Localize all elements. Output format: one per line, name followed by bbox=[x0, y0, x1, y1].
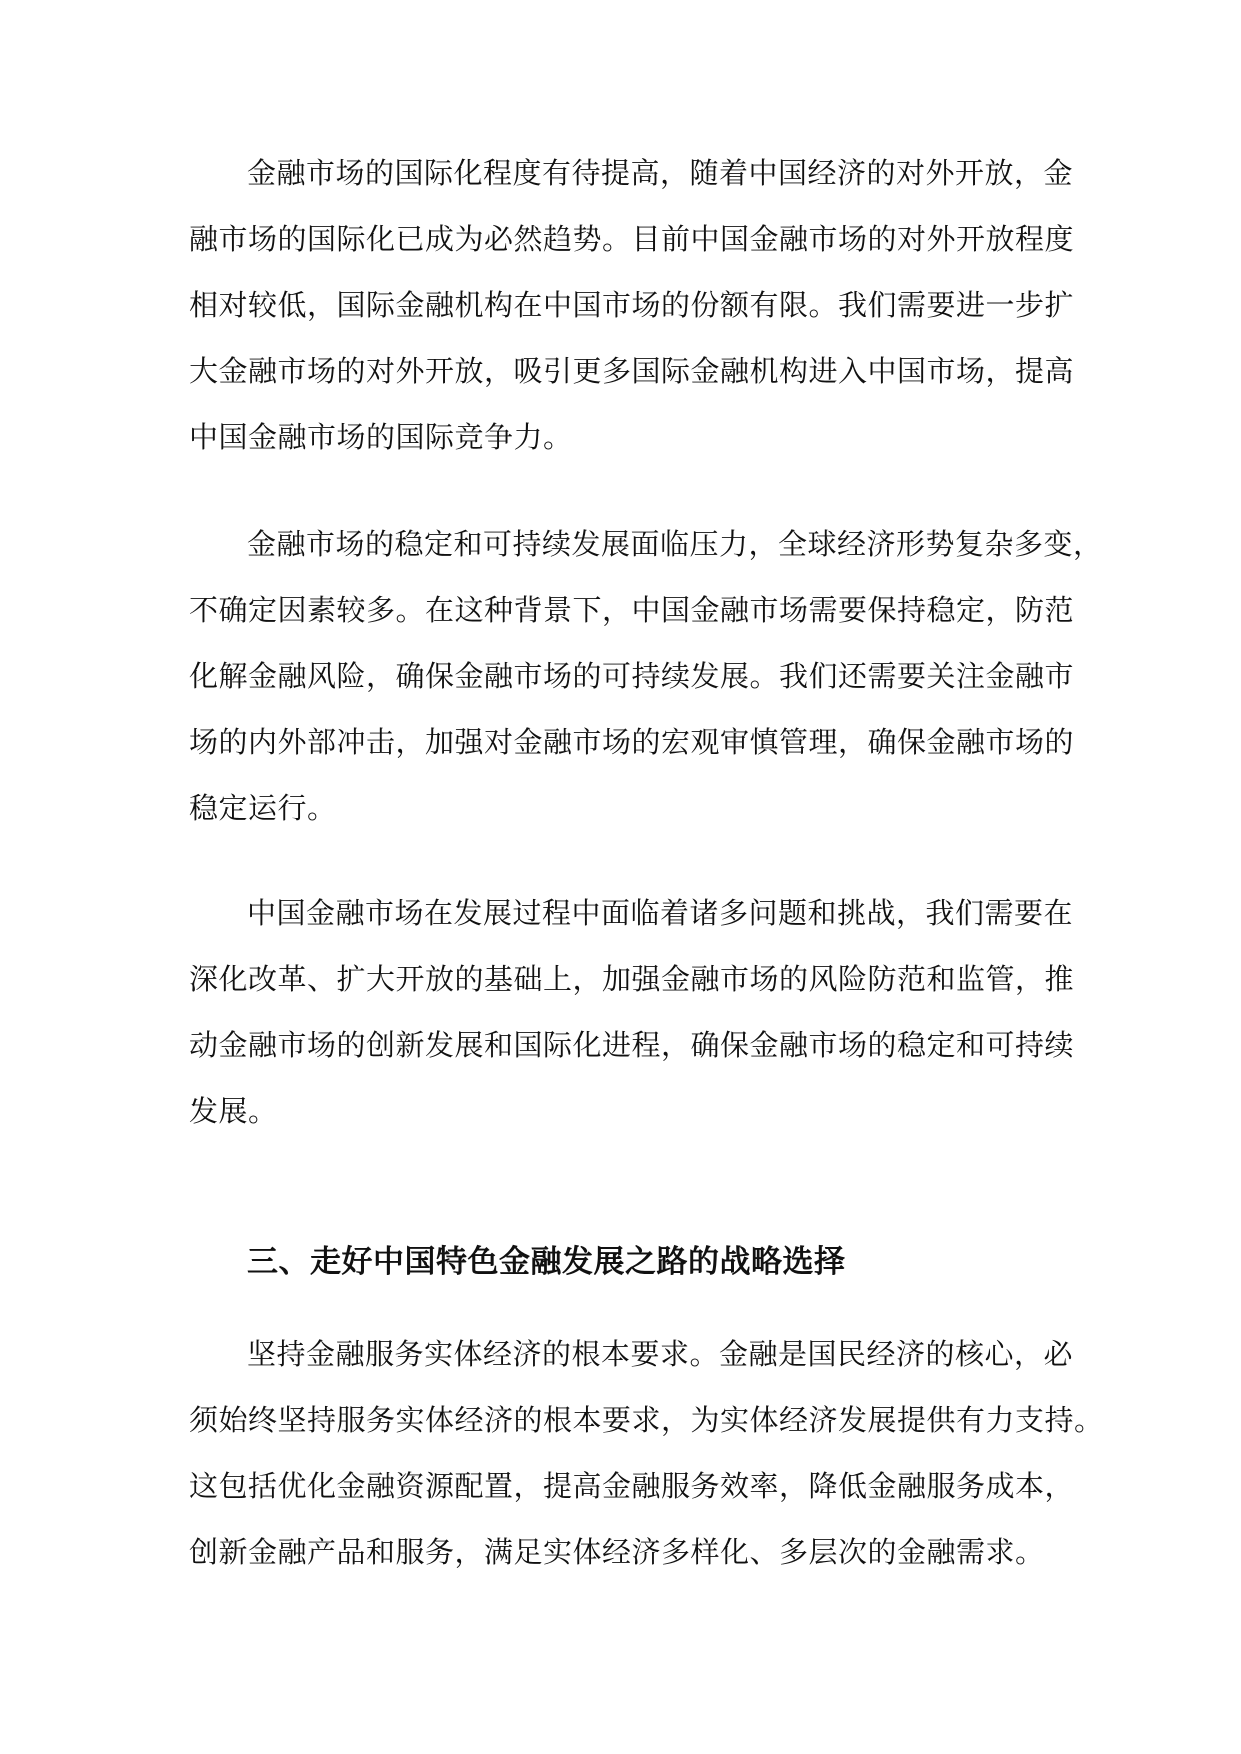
paragraph-line: 化解金融风险，确保金融市场的可持续发展。我们还需要关注金融市 bbox=[189, 659, 1075, 693]
paragraph-line: 大金融市场的对外开放，吸引更多国际金融机构进入中国市场，提高 bbox=[189, 354, 1075, 388]
paragraph-line: 不确定因素较多。在这种背景下，中国金融市场需要保持稳定，防范 bbox=[189, 593, 1075, 627]
paragraph-line: 坚持金融服务实体经济的根本要求。金融是国民经济的核心，必 bbox=[247, 1337, 1074, 1371]
paragraph-line: 深化改革、扩大开放的基础上，加强金融市场的风险防范和监管，推 bbox=[189, 962, 1075, 996]
paragraph-line: 须始终坚持服务实体经济的根本要求，为实体经济发展提供有力支持。 bbox=[189, 1403, 1104, 1437]
paragraph-line: 这包括优化金融资源配置，提高金融服务效率，降低金融服务成本， bbox=[189, 1469, 1075, 1503]
paragraph-line: 中国金融市场的国际竞争力。 bbox=[189, 420, 573, 454]
paragraph-line: 融市场的国际化已成为必然趋势。目前中国金融市场的对外开放程度 bbox=[189, 222, 1075, 256]
paragraph-line: 创新金融产品和服务，满足实体经济多样化、多层次的金融需求。 bbox=[189, 1535, 1045, 1569]
paragraph-line: 动金融市场的创新发展和国际化进程，确保金融市场的稳定和可持续 bbox=[189, 1028, 1075, 1062]
paragraph-line: 发展。 bbox=[189, 1094, 278, 1128]
section-heading: 三、走好中国特色金融发展之路的战略选择 bbox=[247, 1244, 846, 1280]
paragraph-line: 中国金融市场在发展过程中面临着诸多问题和挑战，我们需要在 bbox=[247, 896, 1074, 930]
paragraph-line: 场的内外部冲击，加强对金融市场的宏观审慎管理，确保金融市场的 bbox=[189, 725, 1075, 759]
paragraph-line: 金融市场的稳定和可持续发展面临压力，全球经济形势复杂多变， bbox=[247, 527, 1103, 561]
paragraph-line: 相对较低，国际金融机构在中国市场的份额有限。我们需要进一步扩 bbox=[189, 288, 1075, 322]
paragraph-line: 金融市场的国际化程度有待提高，随着中国经济的对外开放，金 bbox=[247, 156, 1074, 190]
paragraph-line: 稳定运行。 bbox=[189, 791, 337, 825]
